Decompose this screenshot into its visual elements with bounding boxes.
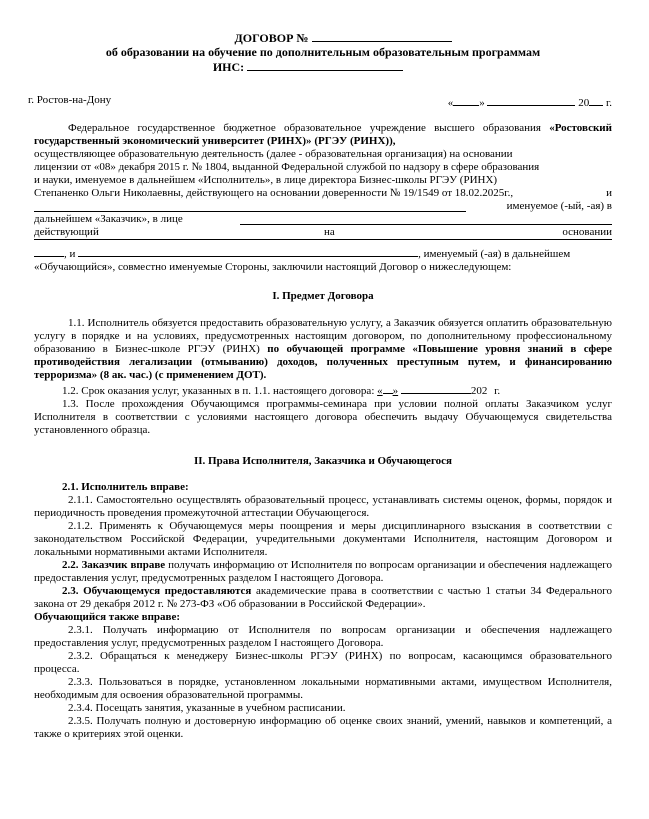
- student-named-text: , именуемый (-ая) в дальнейшем: [418, 248, 571, 260]
- student-line-left: [34, 245, 570, 261]
- student-and: , и: [64, 248, 76, 260]
- clause-2-1-2: 2.1.2. Применять к Обучающемуся меры поощрения и меры дисциплинарного взыскания в соответствии с законодательством Российской Федерации, учредительными документами Исполнителя, настоящим Договором и локальными нормативными актами Исполнителя.: [34, 520, 612, 558]
- clause-1-3: 1.3. После прохождения Обучающимся программы-семинара при условии полной оплаты Заказчиком услуг Исполнителя в соответствии с условиями настоящего договора обеспечить выдачу Обучающемуся свидетельства установленного образца.: [34, 398, 612, 436]
- day-blank: [453, 94, 479, 106]
- clause-2-3-4: 2.3.4. Посещать занятия, указанные в учебном расписании.: [68, 702, 346, 714]
- clause-2-3-5: 2.3.5. Получать полную и достоверную информацию об оценке своих знаний, умений, навыков и компетенций, а также о критериях этой оценки.: [34, 715, 612, 740]
- ins-line: [34, 59, 612, 74]
- preamble-paragraph: [34, 122, 612, 148]
- term-open-quote: «: [377, 385, 383, 397]
- term-year-suffix: г.: [494, 385, 501, 397]
- clause-2-3: [34, 585, 612, 611]
- clause-2-1-heading: [34, 481, 612, 494]
- section-2-title: II. Права Исполнителя, Заказчика и Обучающегося: [193, 455, 452, 467]
- month-blank: [487, 94, 575, 106]
- customer-rep-line: [34, 213, 612, 226]
- preamble-final-line: «Обучающийся», совместно именуемые Стороны, заключили настоящий Договор о нижеследующем:: [34, 261, 512, 273]
- date-close-quote: »: [479, 97, 485, 109]
- city: г. Ростов-на-Дону: [28, 94, 112, 106]
- basis-word: основании: [562, 226, 612, 238]
- section-2-body: [34, 481, 612, 741]
- university-name: «Ростовский государственный экономический университет (РИНХ)»: [34, 122, 612, 147]
- year-prefix: 20: [578, 97, 590, 109]
- basis-line: [34, 226, 612, 240]
- clause-2-2: [34, 559, 612, 585]
- preamble-line-4: лицензии от «08» декабря 2015 г. № 1804, выданной Федеральной службой по надзору в сфере образования: [34, 161, 540, 173]
- contract-number-blank: [312, 30, 452, 42]
- clause-1-2-text: 1.2. Срок оказания услуг, указанных в п. 1.1. настоящего договора:: [62, 385, 375, 397]
- clause-2-3-1: 2.3.1. Получать информацию от Исполнителя по вопросам организации и обеспечения надлежащего предоставления услуг, предусмотренных разделом I настоящего Договора.: [34, 624, 612, 649]
- basis-tail-blank: [34, 245, 64, 257]
- clause-2-2-text: получать информацию от Исполнителя по вопросам организации и обеспечения надлежащего предоставления услуг, предусмотренных разделом I настоящего Договора.: [34, 559, 613, 584]
- student-name-blank: [78, 245, 418, 257]
- preamble-line-6-end: и: [606, 187, 612, 199]
- clause-1-1-text: 1.1. Исполнитель обязуется предоставить образовательную услугу, а Заказчик обязуется оплатить образовательную услугу в порядке и на условиях, предусмотренных настоящим договором, по дополнительному профессиональному образованию в Бизнес-школе РГЭУ (РИНХ): [34, 317, 612, 355]
- clause-1-1: [34, 317, 612, 382]
- clause-2-3-bold: 2.3. Обучающемуся предоставляются: [62, 585, 252, 597]
- clause-2-1-1: 2.1.1. Самостоятельно осуществлять образовательный процесс, устанавливать системы оценок, формы, порядок и периодичность проведения промежуточной аттестации Обучающегося.: [34, 494, 612, 519]
- year-suffix: г.: [605, 97, 612, 109]
- ins-blank: [247, 59, 403, 71]
- date-open-quote: «: [447, 97, 454, 109]
- preamble-line-6-text: Степаненко Ольги Николаевны, действующего на основании доверенности № 19/1549 от 18.02.2025г.,: [34, 187, 514, 199]
- term-month-blank: [401, 382, 471, 394]
- contract-subtitle: об образовании на обучение по дополнительным образовательным программам: [105, 45, 541, 59]
- university-abbr: (РГЭУ (РИНХ)),: [314, 135, 396, 147]
- contract-page: [28, 30, 613, 741]
- clause-1-2: [34, 382, 612, 398]
- term-year: 202: [470, 385, 488, 397]
- preamble: [34, 122, 612, 274]
- basis-on: на: [324, 226, 335, 238]
- student-line: [34, 245, 612, 261]
- preamble-line-5: и науки, именуемое в дальнейшем «Исполнитель», в лице директора Бизнес-школы РГЭУ (РИНХ): [34, 174, 498, 186]
- term-day-blank: [383, 382, 393, 394]
- contract-title-text: ДОГОВОР №: [234, 31, 309, 45]
- customer-name-blank: [34, 200, 466, 212]
- clause-1-1-program: по обучающей программе «Повышение уровня знаний в сфере противодействия легализации (отмыванию) доходов, полученных преступным путем, и финансированию терроризма» (8 ак. час.) (с применением ДОТ).: [34, 343, 612, 381]
- year-blank: [589, 94, 603, 106]
- term-close-quote: »: [392, 385, 399, 397]
- clause-2-3-text: академические права в соответствии с частью 1 статьи 34 Федерального закона от 29 декабря 2012 г. № 273-ФЗ «Об образовании в Российской Федерации».: [34, 585, 612, 610]
- clause-2-3-3: 2.3.3. Пользоваться в порядке, установленном локальными нормативными актами, имуществом Исполнителя, необходимым для освоения образовательной программы.: [34, 676, 612, 701]
- clause-2-3-2: 2.3.2. Обращаться к менеджеру Бизнес-школы РГЭУ (РИНХ) по вопросам, касающимся образовательного процесса.: [34, 650, 612, 675]
- contract-date: [448, 94, 612, 110]
- ins-label: ИНС:: [212, 60, 245, 74]
- section-1-title: I. Предмет Договора: [272, 290, 374, 302]
- section-1-body: [34, 317, 612, 437]
- customer-line: [34, 200, 612, 213]
- preamble-line-6: [34, 187, 612, 200]
- customer-named-text: именуемое (-ый, -ая) в: [506, 200, 612, 212]
- customer-rep-blank: [240, 213, 612, 225]
- customer-rep-label: дальнейшем «Заказчик», в лице: [34, 213, 183, 225]
- clause-2-1-heading-text: 2.1. Исполнитель вправе:: [62, 481, 189, 493]
- preamble-line-3: осуществляющее образовательную деятельность (далее - образовательная организация) на основании: [34, 148, 513, 160]
- clause-2-2-bold: 2.2. Заказчик вправе: [62, 559, 166, 571]
- preamble-text-1: Федеральное государственное бюджетное образовательное учреждение высшего образования: [68, 122, 541, 134]
- basis-acting: действующий: [34, 226, 99, 238]
- contract-title: [34, 30, 612, 45]
- student-rights-heading-text: Обучающийся также вправе:: [34, 611, 181, 623]
- student-rights-heading: [34, 611, 612, 624]
- place-date-row: [28, 94, 612, 110]
